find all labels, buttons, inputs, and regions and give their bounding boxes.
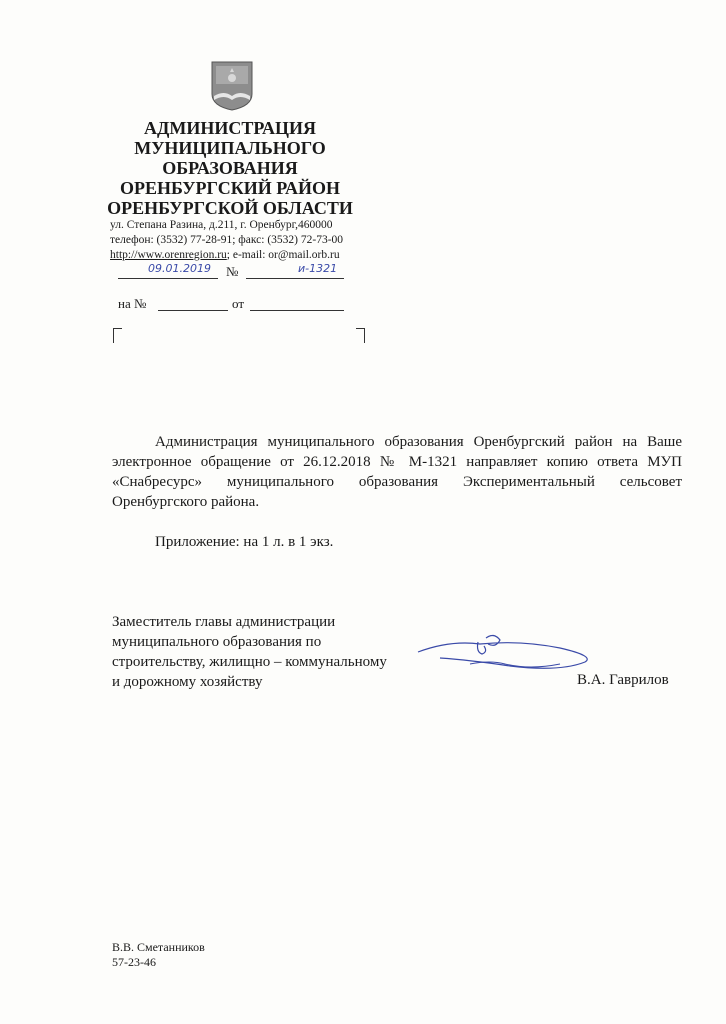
org-line: ОРЕНБУРГСКИЙ РАЙОН [120, 178, 340, 198]
position-line: Заместитель главы администрации [112, 614, 336, 630]
letter-body [112, 432, 682, 512]
number-sign: № [226, 264, 239, 279]
main-paragraph: Администрация муниципального образования Оренбургский район на Ваше электронное обращение от 26.12.2018 № М-1321 направляет копию ответа МУП «Снабресурс» муниципального образования Экспериментальный сельсовет Оренбургского района. [112, 434, 682, 510]
address-corner-right [356, 328, 365, 343]
on-no-underline [158, 296, 228, 311]
on-no-label: на № [118, 296, 147, 311]
registration-date: 09.01.2019 [148, 262, 211, 275]
attachment-note: Приложение: на 1 л. в 1 экз. [155, 534, 334, 550]
website-link[interactable]: http://www.orenregion.ru [110, 249, 227, 261]
signatory-name: В.А. Гаврилов [577, 672, 669, 688]
registration-line [118, 262, 378, 282]
org-line: ОРЕНБУРГСКОЙ ОБЛАСТИ [107, 198, 353, 218]
reference-line [118, 296, 378, 314]
org-line: АДМИНИСТРАЦИЯ [143, 118, 317, 138]
address: ул. Степана Разина, д.211, г. Оренбург,460000 [110, 219, 333, 231]
handwritten-signature [410, 630, 600, 675]
from-label: от [232, 296, 245, 311]
org-line: МУНИЦИПАЛЬНОГО [134, 138, 326, 158]
executor-info [112, 940, 205, 970]
from-underline [250, 296, 344, 311]
position-line: муниципального образования по [112, 634, 322, 650]
executor-phone: 57-23-46 [112, 955, 156, 969]
registration-number: и-1321 [298, 262, 338, 275]
address-corner-left [113, 328, 122, 343]
contacts-block [110, 218, 370, 263]
position-line: и дорожному хозяйству [112, 674, 263, 690]
position-line: строительству, жилищно – коммунальному [112, 654, 387, 670]
organization-name [100, 118, 360, 218]
signatory-position [112, 612, 452, 692]
phone-fax: телефон: (3532) 77-28-91; факс: (3532) 72-73-00 [110, 234, 344, 246]
org-line: ОБРАЗОВАНИЯ [162, 158, 298, 178]
executor-name: В.В. Сметанников [112, 940, 205, 954]
web-email [110, 248, 370, 263]
email: ; e-mail: or@mail.orb.ru [226, 249, 340, 261]
coat-of-arms-icon [210, 60, 254, 112]
